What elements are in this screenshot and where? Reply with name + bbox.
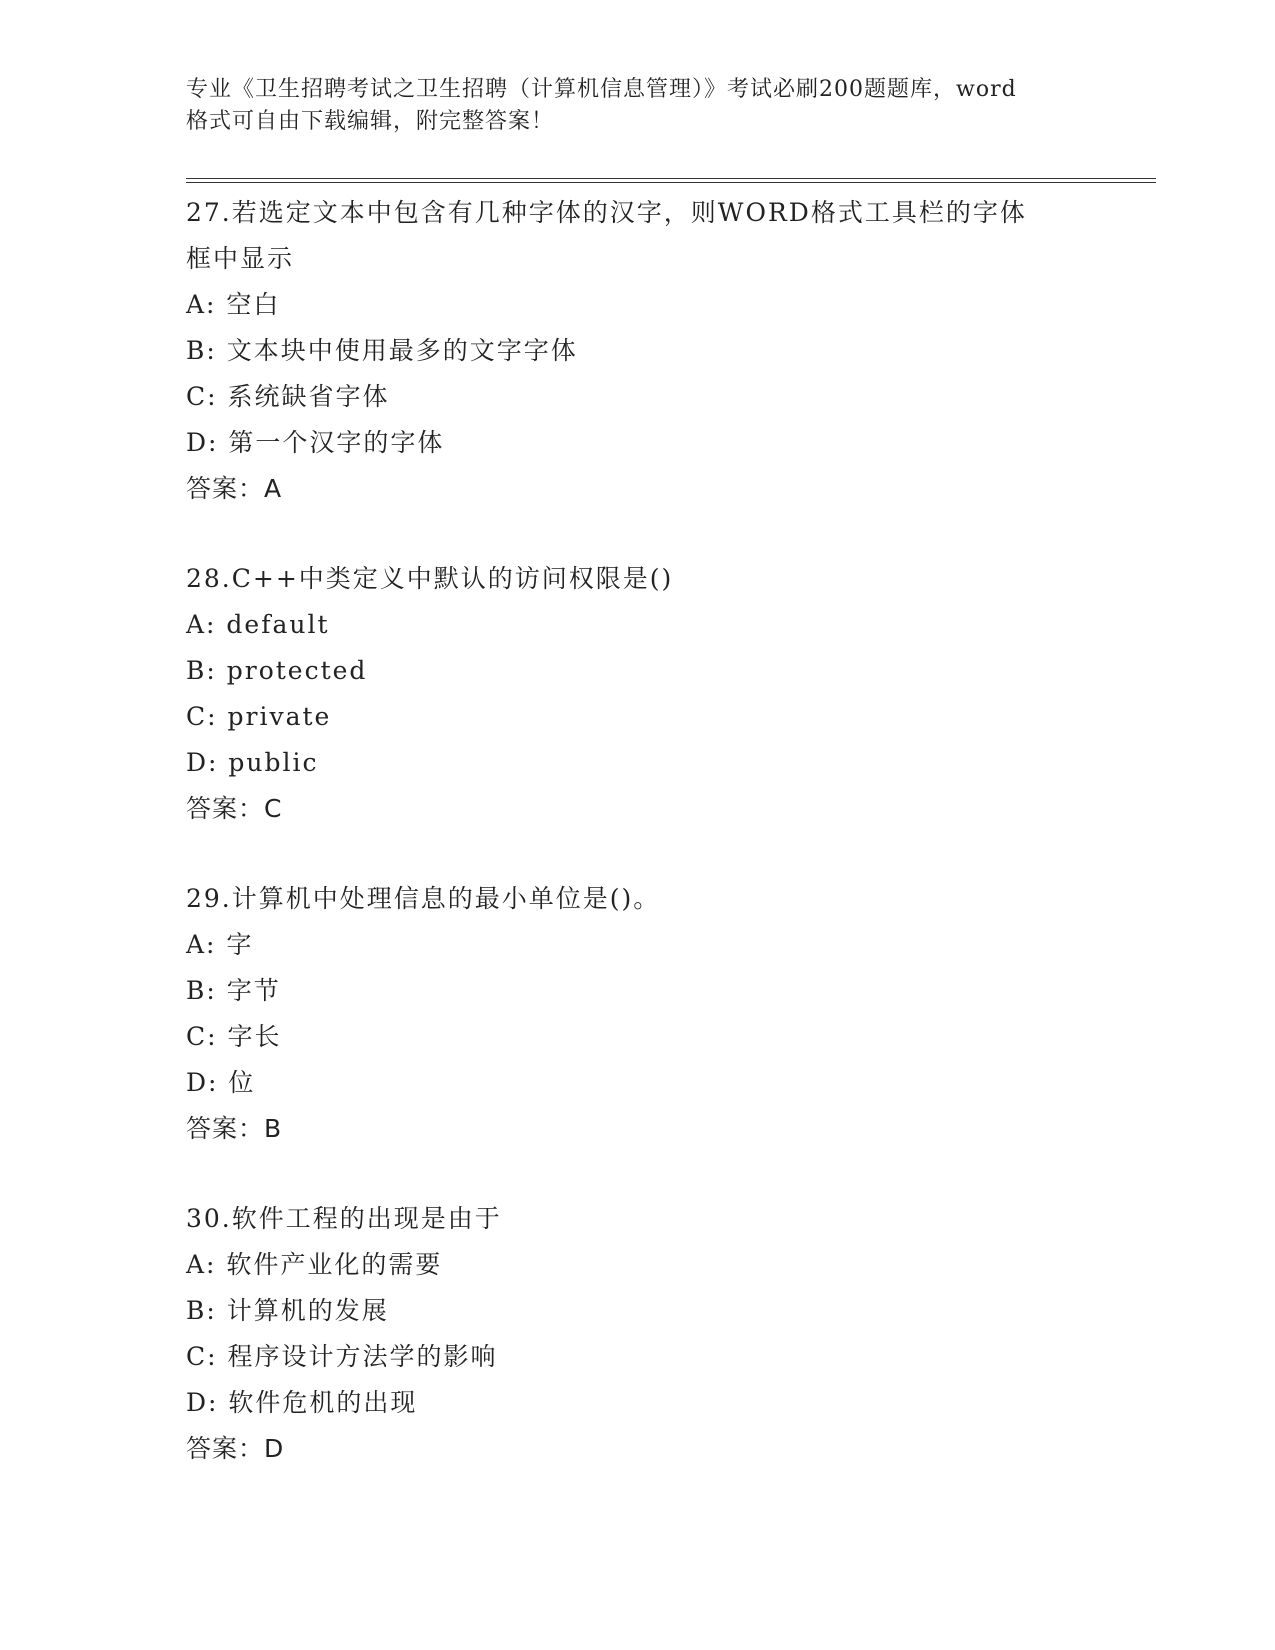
option-c: C: 字长 (186, 1022, 282, 1051)
header-divider (186, 178, 1156, 183)
answer-text: 答案：B (186, 1114, 283, 1143)
question-stem: 27.若选定文本中包含有几种字体的汉字，则WORD格式工具栏的字体框中显示 (186, 198, 1027, 273)
header-title-line-1: 专业《卫生招聘考试之卫生招聘（计算机信息管理）》考试必刷200题题库，word (186, 77, 1017, 102)
option-d: D: 位 (186, 1068, 256, 1097)
option-a: A: 空白 (186, 290, 281, 319)
question-list (186, 190, 1156, 1516)
option-c: C: private (186, 702, 332, 731)
header-title-line-2: 格式可自由下载编辑，附完整答案！ (186, 109, 555, 134)
question-stem: 28.C++中类定义中默认的访问权限是() (186, 564, 674, 593)
option-b: B: 计算机的发展 (186, 1296, 389, 1325)
option-b: B: 文本块中使用最多的文字字体 (186, 336, 578, 365)
question-stem: 29.计算机中处理信息的最小单位是()。 (186, 884, 661, 913)
question-30 (186, 1196, 1156, 1472)
document-header (186, 74, 1086, 138)
question-28 (186, 556, 1156, 832)
option-d: D: 第一个汉字的字体 (186, 428, 445, 457)
question-29 (186, 876, 1156, 1152)
answer-text: 答案：C (186, 794, 283, 823)
option-a: A: 字 (186, 930, 254, 959)
option-d: D: 软件危机的出现 (186, 1388, 418, 1417)
option-b: B: 字节 (186, 976, 281, 1005)
option-b: B: protected (186, 656, 368, 685)
option-c: C: 系统缺省字体 (186, 382, 390, 411)
option-c: C: 程序设计方法学的影响 (186, 1342, 498, 1371)
question-27 (186, 190, 1156, 512)
option-a: A: default (186, 610, 330, 639)
answer-text: 答案：A (186, 474, 283, 503)
question-stem: 30.软件工程的出现是由于 (186, 1204, 502, 1233)
option-d: D: public (186, 748, 319, 777)
answer-text: 答案：D (186, 1434, 285, 1463)
option-a: A: 软件产业化的需要 (186, 1250, 443, 1279)
